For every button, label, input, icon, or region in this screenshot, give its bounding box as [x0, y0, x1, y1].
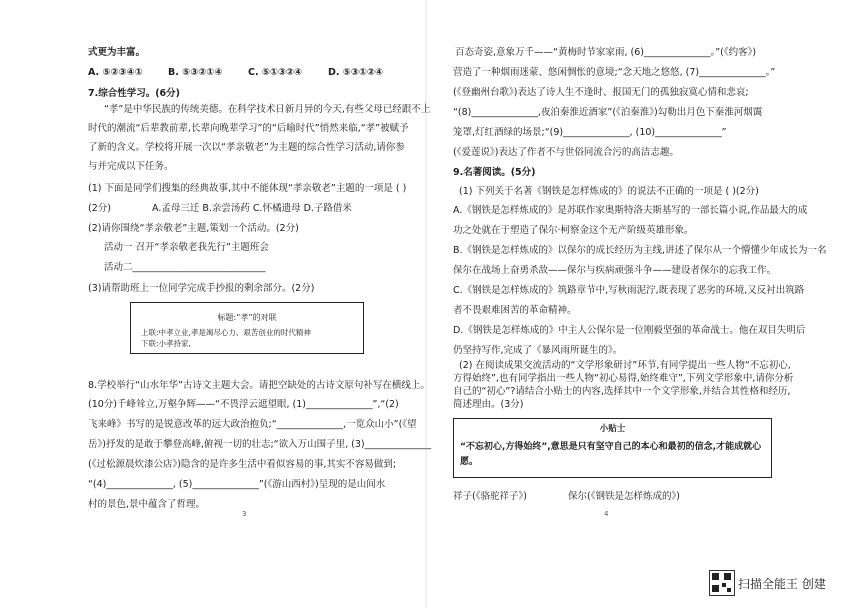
page-number-left: 3 — [242, 510, 247, 518]
text-line: 7.综合性学习。(6分) — [88, 88, 181, 99]
text-line: 时代的潮流“后辈教前辈,长辈向晚辈学习”的“后喻时代”悄然来临,“孝”被赋予 — [88, 123, 409, 134]
text-line: “(4)______________, (5)______________”(《游山西村》)呈现的是山间水 — [88, 479, 386, 490]
text-line: 与并完成以下任务。 — [88, 161, 174, 172]
qr-code-icon — [709, 570, 735, 596]
text-line: 者不畏艰难困苦的革命精神。 — [453, 305, 577, 316]
text-line: A.孟母三迁 B.亲尝汤药 C.怀橘遗母 D.子路借米 — [152, 203, 352, 214]
couplet-title: 标题:“孝”的对联 — [217, 313, 277, 322]
text-line: 活动一 召开“孝亲敬老我先行”主题班会 — [104, 242, 269, 253]
text-line: B.《钢铁是怎样炼成的》以保尔的成长经历为主线,讲述了保尔从一个懵懂少年成长为一名 — [453, 245, 827, 256]
text-line: (《过松源晨炊漆公店》)隐含的是许多生活中看似容易的事,其实不容易做到; — [88, 459, 397, 470]
text-line: 岳》)抒发的是敢于攀登高峰,俯视一切的壮志;“欲入万山围子里, (3)______________ — [88, 439, 432, 450]
text-line: D. ⑤③①②④ — [328, 67, 384, 78]
text-line: 保尔(《钢铁是怎样炼成的》) — [568, 491, 680, 502]
text-line: 8.学校举行“山水年华”古诗文主题大会。请把空缺处的古诗文原句补写在横线上。 — [88, 380, 430, 391]
text-line: 飞来峰》书写的是锐意改革的远大政治抱负;“______________,一览众山小”(《望 — [88, 419, 417, 430]
text-line: 保尔在战场上奋勇杀敌——保尔与疾病顽强斗争——建设者保尔的忘我工作。 — [453, 265, 777, 276]
text-line: 祥子(《骆驼祥子》) — [453, 491, 527, 502]
text-line: 百态奇姿,意象万千——“黄梅时节家家雨, (6)______________。”(《约客》) — [455, 47, 757, 58]
text-line: (2分) — [88, 203, 111, 214]
text-line: 自己的“初心”?请结合小贴士的内容,选择其中一个文学形象,并结合其性格和经历, — [453, 386, 791, 397]
couplet-first-line: 上联:中孝立业,孝是竭尽心力、艰苦创业的时代精神 — [141, 328, 311, 337]
page-number-right: 4 — [604, 510, 609, 518]
text-line: 笼罩,灯红酒绿的场景;“(9)______________, (10)______________” — [453, 127, 727, 138]
text-line: 了新的含义。学校将开展一次以“孝亲敬老”为主题的综合性学习活动,请你参 — [88, 142, 405, 153]
couplet-second-line: 下联:小孝持家, — [141, 339, 191, 348]
text-line: 简述理由。(3分) — [453, 399, 524, 410]
text-line: 功之处就在于塑造了保尔·柯察金这个无产阶级英雄形象。 — [453, 225, 694, 236]
text-line: 活动二____________________________ — [104, 262, 266, 273]
text-line: C.《钢铁是怎样炼成的》筑路章节中,写秋雨泥泞,既表现了恶劣的环境,又反衬出筑路 — [453, 285, 805, 296]
tip-box-line-2: 愿。 — [460, 457, 479, 467]
text-line: 式更为丰富。 — [88, 47, 146, 58]
text-line: (2) 在阅读成果交流活动的“文学形象研讨”环节,有同学提出一些人物“不忘初心, — [459, 360, 791, 371]
handout-couplet-box — [130, 302, 364, 354]
text-line: 方得始终”,也有同学指出一些人物“初心易得,始终难守”,下列文学形象中,请你分析 — [453, 373, 794, 384]
text-line: “(8)______________,夜泊秦淮近酒家”(《泊秦淮》)勾勒出月色下秦淮河烟霭 — [453, 107, 763, 118]
text-line: B. ⑤③②①④ — [168, 67, 223, 78]
text-line: C. ⑤①③②④ — [248, 67, 303, 78]
text-line: (1) 下面是同学们搜集的经典故事,其中不能体现“孝亲敬老”主题的一项是 ( ) — [88, 183, 407, 194]
text-line: A. ⑤②③④① — [88, 67, 143, 78]
scanner-watermark: 扫描全能王 创建 — [738, 577, 826, 591]
text-line: 9.名著阅读。(5分) — [453, 167, 536, 178]
tip-box — [453, 418, 772, 478]
tip-box-title: 小贴士 — [599, 424, 626, 434]
text-line: “孝”是中华民族的传统美德。在科学技术日新月异的今天,有些父母已经跟不上 — [104, 104, 431, 115]
right-page — [425, 0, 860, 608]
text-line: (2)请你围绕“孝亲敬老”主题,策划一个活动。(2分) — [88, 223, 299, 234]
text-line: (《爱莲说》)表达了作者不与世俗同流合污的高洁志趣。 — [453, 147, 679, 158]
tip-box-line-1: “不忘初心,方得始终”,意思是只有坚守自己的本心和最初的信念,才能成就心 — [460, 442, 762, 452]
text-line: 村的景色,景中蕴含了哲理。 — [88, 499, 206, 510]
text-line: 仍坚持写作,完成了《暴风雨所诞生的》。 — [453, 345, 623, 356]
text-line: (《登幽州台歌》)表达了诗人生不逢时、报国无门的孤独寂寞心情和悲哀; — [453, 87, 749, 98]
text-line: A.《钢铁是怎样炼成的》是苏联作家奥斯特洛夫斯基写的一部长篇小说,作品最大的成 — [453, 205, 808, 216]
text-line: D.《钢铁是怎样炼成的》中主人公保尔是一位刚毅坚强的革命战士。他在双目失明后 — [453, 325, 806, 336]
text-line: (10分)千峰耸立,万壑争辉——“不畏浮云遮望眼, (1)______________”,“(2) — [88, 399, 399, 410]
text-line: (3)请帮助班上一位同学完成手抄报的剩余部分。(2分) — [88, 283, 315, 294]
text-line: (1) 下列关于名著《钢铁是怎样炼成的》的说法不正确的一项是 ( )(2分) — [459, 186, 759, 197]
text-line: 营造了一种烟雨迷蒙、悠闲惆怅的意境;“念天地之悠悠, (7)______________。” — [453, 67, 776, 78]
